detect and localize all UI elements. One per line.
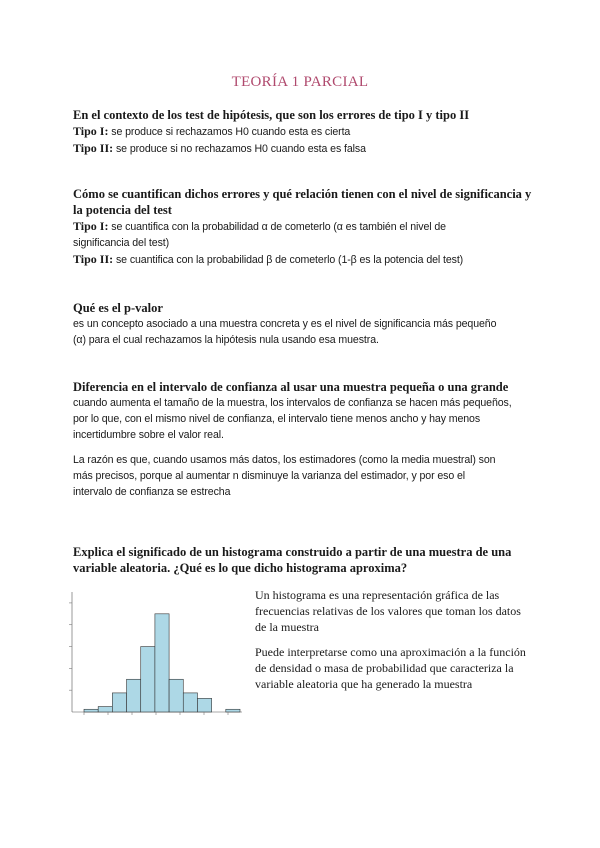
histogram-bar [84, 709, 98, 712]
answer-line [73, 123, 533, 140]
section-p-valor [73, 300, 533, 348]
histogram-bar [169, 679, 183, 712]
answer-text: se cuantifica con la probabilidad α de cometerlo (α es también el nivel de [108, 221, 446, 233]
answer-text: cuando aumenta el tamaño de la muestra, los intervalos de confianza se hacen más pequeños, [73, 397, 512, 409]
section-errores-tipo [73, 107, 533, 157]
histogram-chart [62, 588, 248, 720]
question-heading: la potencia del test [73, 203, 172, 217]
section-intervalo-confianza [73, 379, 533, 500]
question-heading: variable aleatoria. ¿Qué es lo que dicho histograma aproxima? [73, 561, 408, 575]
histogram-bar [141, 647, 155, 712]
answer-text: Puede interpretarse como una aproximación a la función [255, 645, 526, 659]
term-label: Tipo II: [73, 141, 114, 155]
histogram-bar [197, 698, 211, 712]
histogram-bar [98, 707, 112, 712]
answer-text: más precisos, porque al aumentar n disminuye la varianza del estimador, y por eso el [73, 470, 466, 482]
answer-text: de densidad o masa de probabilidad que caracteriza la [255, 661, 514, 675]
histogram-bar [183, 693, 197, 712]
question-heading: En el contexto de los test de hipótesis, que son los errores de tipo I y tipo II [73, 108, 470, 122]
term-label: Tipo II: [73, 252, 114, 266]
histogram-explanation [255, 587, 535, 692]
answer-text: variable aleatoria que ha generado la muestra [255, 677, 473, 691]
answer-text: frecuencias relativas de los valores que toman los datos [255, 604, 521, 618]
term-label: Tipo I: [73, 219, 109, 233]
histogram-bar [155, 614, 169, 712]
answer-text: (α) para el cual rechazamos la hipótesis nula usando esa muestra. [73, 334, 379, 346]
answer-text: La razón es que, cuando usamos más datos, los estimadores (como la media muestral) son [73, 454, 496, 466]
answer-line [73, 140, 533, 157]
question-heading: Cómo se cuantifican dichos errores y qué relación tienen con el nivel de significancia y [73, 187, 532, 201]
answer-text: significancia del test) [73, 237, 170, 249]
answer-text: se produce si rechazamos H0 cuando esta es cierta [108, 126, 351, 138]
answer-line [73, 218, 533, 235]
question-heading: Explica el significado de un histograma construido a partir de una muestra de una [73, 545, 512, 559]
answer-text: por lo que, con el mismo nivel de confianza, el intervalo tiene menos ancho y hay menos [73, 413, 481, 425]
histogram-bar [127, 679, 141, 712]
answer-line [73, 251, 533, 268]
histogram-bar [226, 709, 240, 712]
histogram-figure [62, 588, 248, 720]
answer-text: de la muestra [255, 620, 319, 634]
question-heading: Qué es el p-valor [73, 301, 163, 315]
section-cuantificacion [73, 186, 533, 268]
term-label: Tipo I: [73, 124, 109, 138]
answer-text: Un histograma es una representación gráfica de las [255, 588, 500, 602]
answer-text: se produce si no rechazamos H0 cuando esta es falsa [113, 143, 366, 155]
answer-text: se cuantifica con la probabilidad β de cometerlo (1-β es la potencia del test) [113, 254, 464, 266]
section-histograma [73, 544, 533, 576]
question-heading: Diferencia en el intervalo de confianza al usar una muestra pequeña o una grande [73, 380, 509, 394]
answer-text: es un concepto asociado a una muestra concreta y es el nivel de significancia más pequeño [73, 318, 497, 330]
answer-text: intervalo de confianza se estrecha [73, 486, 231, 498]
histogram-bar [112, 693, 126, 712]
page-title: TEORÍA 1 PARCIAL [231, 74, 369, 90]
answer-text: incertidumbre sobre el valor real. [73, 429, 224, 441]
